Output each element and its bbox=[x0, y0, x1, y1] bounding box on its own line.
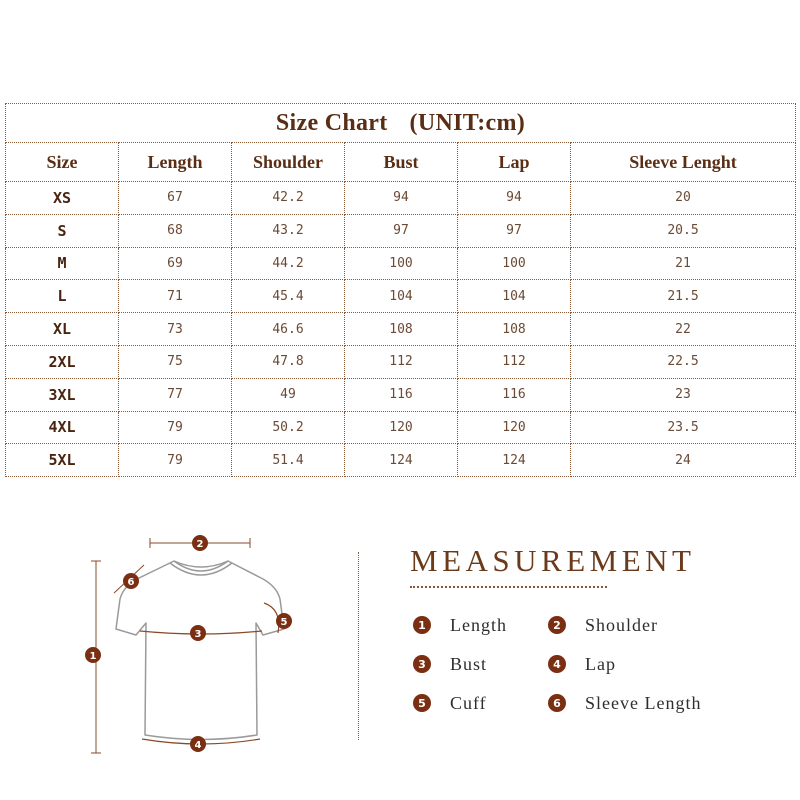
size-chart-table bbox=[5, 103, 796, 477]
table-row bbox=[6, 214, 796, 247]
measurement-title-underline bbox=[410, 586, 607, 588]
table-cell: 44.2 bbox=[232, 247, 345, 280]
table-cell: 42.2 bbox=[232, 182, 345, 215]
table-cell: 23.5 bbox=[571, 411, 796, 444]
table-cell: 100 bbox=[458, 247, 571, 280]
legend-number-badge: 5 bbox=[413, 694, 431, 712]
size-cell: 3XL bbox=[6, 378, 119, 411]
table-cell: 104 bbox=[458, 280, 571, 313]
table-cell: 124 bbox=[458, 444, 571, 477]
table-cell: 47.8 bbox=[232, 345, 345, 378]
legend-label: Bust bbox=[450, 653, 488, 674]
table-row bbox=[6, 345, 796, 378]
svg-text:1: 1 bbox=[89, 651, 97, 662]
table-cell: 97 bbox=[458, 214, 571, 247]
table-row bbox=[6, 313, 796, 346]
svg-text:3: 3 bbox=[194, 629, 202, 640]
table-cell: 94 bbox=[458, 182, 571, 215]
marker-2 bbox=[192, 535, 208, 551]
table-row bbox=[6, 378, 796, 411]
table-cell: 116 bbox=[458, 378, 571, 411]
diagram-markers bbox=[85, 535, 292, 752]
svg-text:6: 6 bbox=[127, 577, 135, 588]
size-chart-header-row bbox=[6, 143, 796, 182]
size-cell: L bbox=[6, 280, 119, 313]
table-cell: 75 bbox=[119, 345, 232, 378]
legend-number-badge: 2 bbox=[548, 616, 566, 634]
table-row bbox=[6, 182, 796, 215]
table-cell: 22.5 bbox=[571, 345, 796, 378]
legend-item-lap bbox=[548, 653, 616, 675]
tshirt-diagram bbox=[70, 525, 310, 765]
vertical-divider bbox=[358, 552, 359, 740]
table-cell: 50.2 bbox=[232, 411, 345, 444]
size-cell: M bbox=[6, 247, 119, 280]
table-cell: 120 bbox=[458, 411, 571, 444]
legend-item-length bbox=[413, 614, 507, 636]
table-cell: 79 bbox=[119, 444, 232, 477]
table-cell: 112 bbox=[458, 345, 571, 378]
measure-lines bbox=[91, 538, 250, 753]
svg-text:5: 5 bbox=[280, 617, 288, 628]
legend-label: Lap bbox=[585, 653, 616, 674]
size-chart-title bbox=[6, 104, 796, 143]
legend-item-sleeve-length bbox=[548, 692, 701, 714]
size-chart-title-text: Size Chart bbox=[275, 109, 388, 136]
tshirt-outline-icon bbox=[116, 561, 284, 740]
table-cell: 68 bbox=[119, 214, 232, 247]
legend-label: Cuff bbox=[450, 692, 487, 713]
table-cell: 124 bbox=[345, 444, 458, 477]
table-cell: 97 bbox=[345, 214, 458, 247]
marker-5 bbox=[276, 613, 292, 629]
column-header: Sleeve Lenght bbox=[571, 143, 796, 182]
table-cell: 22 bbox=[571, 313, 796, 346]
table-row bbox=[6, 247, 796, 280]
table-cell: 45.4 bbox=[232, 280, 345, 313]
svg-text:2: 2 bbox=[196, 539, 204, 550]
column-header: Length bbox=[119, 143, 232, 182]
marker-1 bbox=[85, 647, 101, 663]
table-cell: 120 bbox=[345, 411, 458, 444]
marker-4 bbox=[190, 736, 206, 752]
legend-label: Length bbox=[450, 614, 507, 635]
legend-number-badge: 1 bbox=[413, 616, 431, 634]
table-cell: 94 bbox=[345, 182, 458, 215]
table-cell: 77 bbox=[119, 378, 232, 411]
column-header: Shoulder bbox=[232, 143, 345, 182]
table-cell: 67 bbox=[119, 182, 232, 215]
size-cell: S bbox=[6, 214, 119, 247]
table-cell: 21.5 bbox=[571, 280, 796, 313]
size-chart-body bbox=[6, 182, 796, 477]
legend-number-badge: 4 bbox=[548, 655, 566, 673]
size-cell: 2XL bbox=[6, 345, 119, 378]
table-row bbox=[6, 444, 796, 477]
legend-item-shoulder bbox=[548, 614, 658, 636]
column-header: Bust bbox=[345, 143, 458, 182]
legend-item-cuff bbox=[413, 692, 487, 714]
table-cell: 43.2 bbox=[232, 214, 345, 247]
table-cell: 69 bbox=[119, 247, 232, 280]
table-cell: 51.4 bbox=[232, 444, 345, 477]
cuff-measure-arc bbox=[264, 603, 279, 633]
legend-item-bust bbox=[413, 653, 487, 675]
column-header: Lap bbox=[458, 143, 571, 182]
table-cell: 79 bbox=[119, 411, 232, 444]
table-cell: 116 bbox=[345, 378, 458, 411]
marker-3 bbox=[190, 625, 206, 641]
table-cell: 46.6 bbox=[232, 313, 345, 346]
table-row bbox=[6, 280, 796, 313]
table-cell: 20 bbox=[571, 182, 796, 215]
table-cell: 100 bbox=[345, 247, 458, 280]
table-cell: 71 bbox=[119, 280, 232, 313]
table-cell: 20.5 bbox=[571, 214, 796, 247]
size-cell: XL bbox=[6, 313, 119, 346]
legend-number-badge: 6 bbox=[548, 694, 566, 712]
table-cell: 21 bbox=[571, 247, 796, 280]
table-cell: 73 bbox=[119, 313, 232, 346]
marker-6 bbox=[123, 573, 139, 589]
table-cell: 24 bbox=[571, 444, 796, 477]
legend-label: Sleeve Length bbox=[585, 692, 702, 713]
table-cell: 49 bbox=[232, 378, 345, 411]
legend-number-badge: 3 bbox=[413, 655, 431, 673]
table-cell: 104 bbox=[345, 280, 458, 313]
table-cell: 108 bbox=[345, 313, 458, 346]
svg-text:4: 4 bbox=[194, 740, 202, 751]
table-cell: 23 bbox=[571, 378, 796, 411]
table-row bbox=[6, 411, 796, 444]
curved-measure-lines bbox=[140, 603, 279, 744]
table-cell: 112 bbox=[345, 345, 458, 378]
size-cell: 4XL bbox=[6, 411, 119, 444]
size-cell: 5XL bbox=[6, 444, 119, 477]
size-cell: XS bbox=[6, 182, 119, 215]
size-chart-title-row bbox=[6, 104, 796, 143]
size-chart-unit: (UNIT:cm) bbox=[409, 109, 526, 136]
measurement-title: MEASUREMENT bbox=[410, 543, 696, 578]
legend-label: Shoulder bbox=[585, 614, 658, 635]
table-cell: 108 bbox=[458, 313, 571, 346]
column-header: Size bbox=[6, 143, 119, 182]
